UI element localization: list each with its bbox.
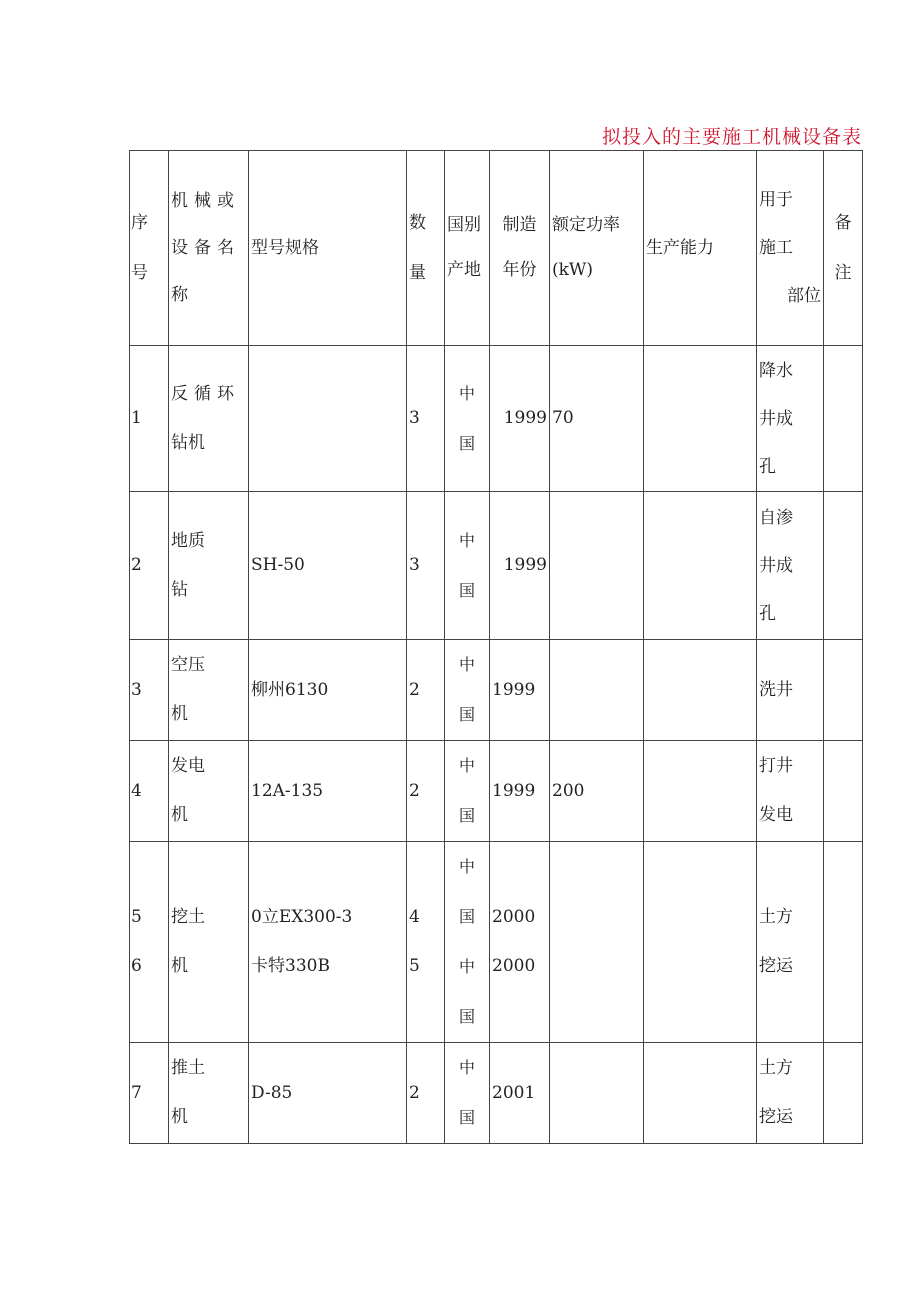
cell-seq: 3 (130, 640, 169, 741)
cell-origin: 中 国 中 国 (445, 842, 490, 1043)
cell-usage: 土方 挖运 (757, 1043, 824, 1144)
cell-capacity (644, 842, 757, 1043)
header-name: 机械或 设备名 称 (169, 151, 249, 346)
cell-name: 空压 机 (169, 640, 249, 741)
cell-power (550, 842, 644, 1043)
cell-year: 2001 (490, 1043, 550, 1144)
header-year: 制造 年份 (490, 151, 550, 346)
cell-name: 推土 机 (169, 1043, 249, 1144)
cell-power: 200 (550, 741, 644, 842)
cell-name: 地质 钻 (169, 492, 249, 640)
table-row (130, 346, 863, 492)
table-row (130, 741, 863, 842)
cell-origin: 中 国 (445, 346, 490, 492)
cell-seq: 4 (130, 741, 169, 842)
table-row (130, 842, 863, 1043)
cell-power (550, 1043, 644, 1144)
header-qty: 数 量 (407, 151, 445, 346)
cell-qty: 2 (407, 1043, 445, 1144)
header-row (130, 151, 863, 346)
header-power: 额定功率 (kW) (550, 151, 644, 346)
cell-capacity (644, 1043, 757, 1144)
cell-model: 12A-135 (249, 741, 407, 842)
cell-qty: 2 (407, 640, 445, 741)
cell-power (550, 492, 644, 640)
equipment-table (129, 150, 863, 1144)
cell-usage: 打井 发电 (757, 741, 824, 842)
cell-qty: 3 (407, 346, 445, 492)
header-model: 型号规格 (249, 151, 407, 346)
cell-power: 70 (550, 346, 644, 492)
cell-qty: 2 (407, 741, 445, 842)
cell-name: 发电 机 (169, 741, 249, 842)
cell-origin: 中 国 (445, 741, 490, 842)
cell-model (249, 346, 407, 492)
cell-usage: 土方 挖运 (757, 842, 824, 1043)
cell-year: 1999 (490, 741, 550, 842)
cell-origin: 中 国 (445, 640, 490, 741)
cell-model: D-85 (249, 1043, 407, 1144)
cell-usage: 降水 井成 孔 (757, 346, 824, 492)
header-note: 备 注 (824, 151, 863, 346)
cell-name: 挖土 机 (169, 842, 249, 1043)
cell-note (824, 741, 863, 842)
header-capacity: 生产能力 (644, 151, 757, 346)
cell-model: 柳州6130 (249, 640, 407, 741)
cell-note (824, 346, 863, 492)
cell-qty: 4 5 (407, 842, 445, 1043)
table-row (130, 640, 863, 741)
cell-year: 2000 2000 (490, 842, 550, 1043)
cell-year: 1999 (490, 640, 550, 741)
cell-capacity (644, 741, 757, 842)
document-title: 拟投入的主要施工机械设备表 (601, 126, 862, 148)
cell-seq: 5 6 (130, 842, 169, 1043)
cell-name: 反循环 钻机 (169, 346, 249, 492)
cell-seq: 1 (130, 346, 169, 492)
cell-capacity (644, 346, 757, 492)
cell-note (824, 842, 863, 1043)
table-row (130, 1043, 863, 1144)
header-seq: 序 号 (130, 151, 169, 346)
cell-capacity (644, 640, 757, 741)
cell-origin: 中 国 (445, 1043, 490, 1144)
cell-usage: 自渗 井成 孔 (757, 492, 824, 640)
cell-seq: 2 (130, 492, 169, 640)
cell-note (824, 640, 863, 741)
cell-origin: 中 国 (445, 492, 490, 640)
cell-year: 1999 (490, 492, 550, 640)
header-origin: 国别 产地 (445, 151, 490, 346)
header-usage: 用于 施工 部位 (757, 151, 824, 346)
cell-seq: 7 (130, 1043, 169, 1144)
cell-power (550, 640, 644, 741)
cell-model: 0立EX300-3 卡特330B (249, 842, 407, 1043)
table-row (130, 492, 863, 640)
cell-usage: 洗井 (757, 640, 824, 741)
cell-qty: 3 (407, 492, 445, 640)
cell-year: 1999 (490, 346, 550, 492)
cell-capacity (644, 492, 757, 640)
cell-note (824, 492, 863, 640)
cell-note (824, 1043, 863, 1144)
cell-model: SH-50 (249, 492, 407, 640)
